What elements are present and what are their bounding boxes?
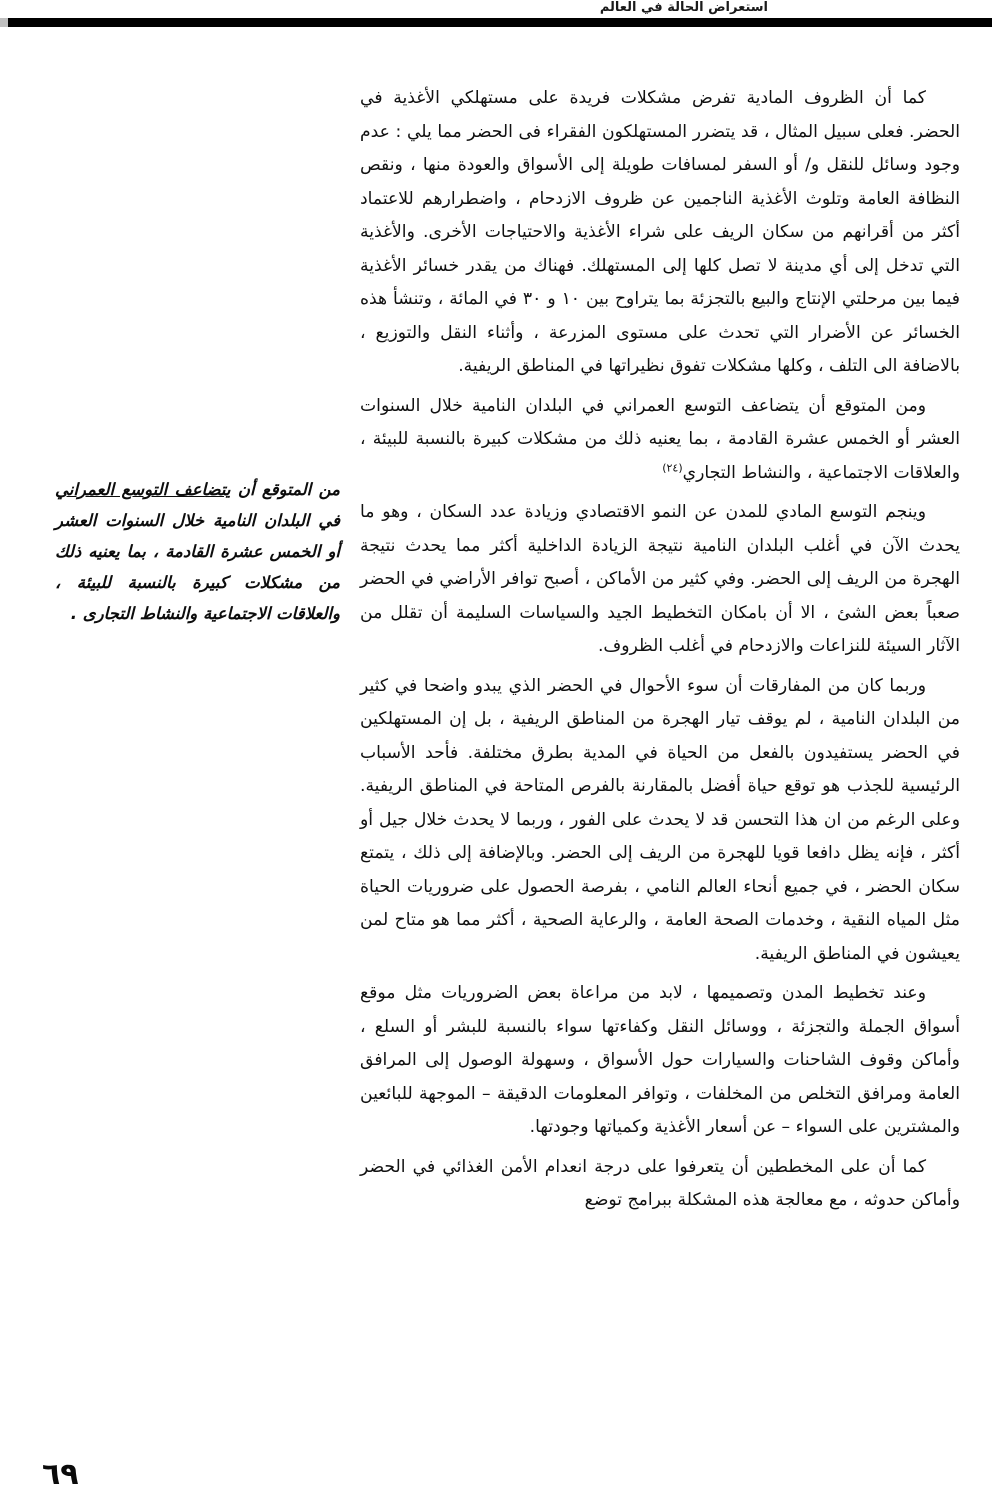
pull-quote-lead: من المتوقع أن <box>230 480 341 499</box>
pull-quote-underlined: يتضاعف التوسع العمراني <box>55 480 231 499</box>
page-number: ٦٩ <box>42 1457 79 1492</box>
running-header: استعراض الحالة في العالم <box>599 0 768 15</box>
paragraph-3: وينجم التوسع المادي للمدن عن النمو الاقتصادي وزيادة عدد السكان ، وهو ما يحدث الآن في أغلب البلدان النامية نتيجة الزيادة الداخلية أكثر مما يحدث نتيجة الهجرة من الريف إلى الحضر. وفي كثير من الأماكن ، أصبح توافر الأراضي في الحضر صعباً بعض الشئ ، الا أن بامكان التخطيط الجيد والسياسات السليمة أن تقلل من الآثار السيئة للنزاعات والازدحام في أغلب الظروف. <box>360 502 960 656</box>
pull-quote-rest: في البلدان النامية خلال السنوات العشر أو الخمس عشرة القادمة ، بما يعنيه ذلك من مشكلات كبيرة بالنسبة للبيئة ، والعلاقات الاجتماعية والنشاط التجارى . <box>55 511 340 623</box>
scan-edge-artifact <box>0 18 8 27</box>
pull-quote <box>55 474 340 629</box>
paragraph-6: كما أن على المخططين أن يتعرفوا على درجة انعدام الأمن الغذائي في الحضر وأماكن حدوثه ، مع معالجة هذه المشكلة ببرامج توضع <box>360 1156 960 1210</box>
paragraph-2-text: ومن المتوقع أن يتضاعف التوسع العمراني في البلدان النامية خلال السنوات العشر أو الخمس عشرة القادمة ، بما يعنيه ذلك من مشكلات كبيرة بالنسبة للبيئة ، والعلاقات الاجتماعية ، والنشاط التجاري <box>360 395 960 483</box>
body-text-column <box>360 82 960 1218</box>
footnote-marker: (٢٤) <box>662 460 683 474</box>
paragraph-1: كما أن الظروف المادية تفرض مشكلات فريدة على مستهلكي الأغذية في الحضر. فعلى سبيل المثال ، قد يتضرر المستهلكون الفقراء فى الحضر مما يلي : عدم وجود وسائل للنقل و/ أو السفر لمسافات طويلة إلى الأسواق والعودة منها ، ونقص النظافة العامة وتلوث الأغذية الناجمين عن ظروف الازدحام ، واضطرارهم للاعتماد أكثر من أقرانهم من سكان الريف على شراء الأغذية والاحتياجات الأخرى. والأغذية التي تدخل إلى أي مدينة لا تصل كلها إلى المستهلك. فهناك من يقدر خسائر الأغذية فيما بين مرحلتي الإنتاج والبيع بالتجزئة بما يتراوح بين ١٠ و ٣٠ في المائة ، وتنشأ هذه الخسائر عن الأضرار التي تحدث على مستوى المزرعة ، وأثناء النقل والتوزيع ، بالاضافة الى التلف ، وكلها مشكلات تفوق نظيراتها في المناطق الريفية. <box>360 88 960 376</box>
paragraph-2 <box>360 390 960 491</box>
paragraph-5: وعند تخطيط المدن وتصميمها ، لابد من مراعاة بعض الضروريات مثل موقع أسواق الجملة والتجزئة ، ووسائل النقل وكفاءتها سواء بالنسبة للبشر أو السلع ، وأماكن وقوف الشاحنات والسيارات حول الأسواق ، وسهولة الوصول إلى المرافق العامة ومرافق التخلص من المخلفات ، وتوافر المعلومات الدقيقة – الموجهة للبائعين والمشترين على السواء – عن أسعار الأغذية وكمياتها وجودتها. <box>360 983 960 1137</box>
paragraph-4: وربما كان من المفارقات أن سوء الأحوال في الحضر الذي يبدو واضحا في كثير من البلدان النامية ، لم يوقف تيار الهجرة من المناطق الريفية ، بل إن المستهلكين في الحضر يستفيدون بالفعل من الحياة في المدية بطرق مختلفة. فأحد الأسباب الرئيسية للجذب هو توقع حياة أفضل بالمقارنة بالفرص المتاحة في المناطق الريفية. وعلى الرغم من ان هذا التحسن قد لا يحدث على الفور ، وربما لا يحدث خلال جيل أو أكثر ، فإنه يظل دافعا قويا للهجرة من الريف إلى الحضر. وبالإضافة إلى ذلك ، يتمتع سكان الحضر ، في جميع أنحاء العالم النامي ، بفرصة الحصول على ضروريات الحياة مثل المياه النقية ، وخدمات الصحة العامة ، والرعاية الصحية ، أكثر مما هو متاح لمن يعيشون في المناطق الريفية. <box>360 675 960 964</box>
header-rule <box>8 18 992 27</box>
